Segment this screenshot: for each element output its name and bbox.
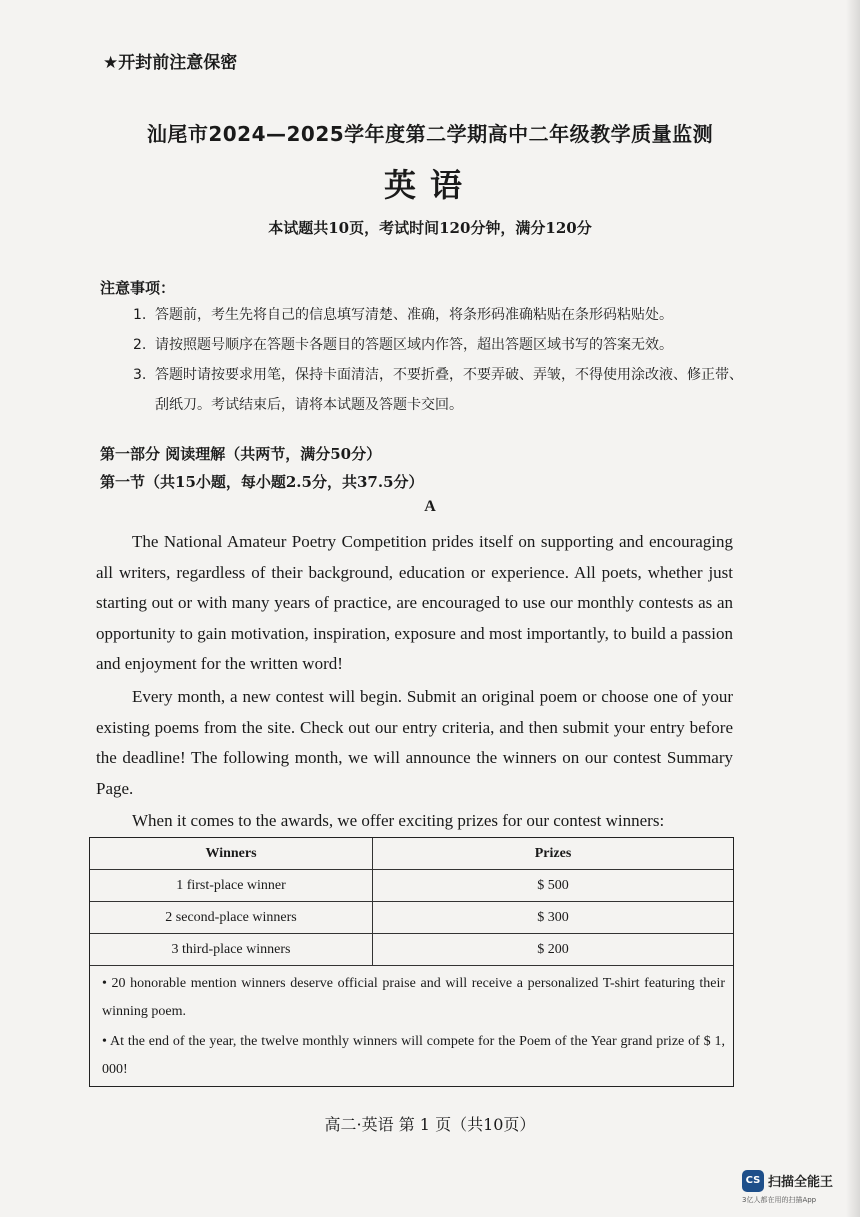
prize-cell: $ 500 — [537, 877, 569, 893]
notice-list — [133, 300, 743, 420]
table-header-row — [90, 838, 733, 870]
scanner-watermark — [742, 1164, 852, 1204]
prize-table — [89, 837, 734, 1087]
notice-title: 注意事项： — [100, 279, 176, 297]
prize-note: • 20 honorable mention winners deserve official praise and will receive a personalized T-shirt featuring their winning poem. — [102, 976, 725, 1019]
paragraph-text: When it comes to the awards, we offer exciting prizes for our contest winners: — [132, 811, 665, 830]
scanner-app-name: 扫描全能王 — [768, 1175, 834, 1190]
section-title: 第一节（共15小题，每小题2.5分，共37.5分） — [100, 473, 424, 491]
prize-cell: $ 300 — [537, 909, 569, 925]
passage-paragraph-2 — [96, 682, 733, 804]
notice-text: 答题前，考生先将自己的信息填写清楚、准确，将条形码准确粘贴在条形码粘贴处。 — [155, 307, 673, 323]
prize-cell: $ 200 — [537, 941, 569, 957]
page-footer: 高二·英语 第 1 页（共10页） — [324, 1115, 536, 1134]
paragraph-text: Every month, a new contest will begin. Submit an original poem or choose one of your existing poems from the site. Check out our entry criteria, and then submit your entry before the deadline! The following month, we will announce the winners on our contest Summary Page. — [96, 687, 733, 798]
scanner-slogan: 3亿人都在用的扫描App — [742, 1196, 817, 1204]
paragraph-text: The National Amateur Poetry Competition prides itself on supporting and encouraging all writers, regardless of their background, education or experience. All poets, whether just starting out or with many years of practice, are encouraged to use our monthly contests as an opportunity to gain motivation, inspiration, exposure and most importantly, to build a passion and enjoyment for the written word! — [96, 532, 733, 673]
passage-letter: A — [424, 498, 436, 515]
table-row — [90, 934, 733, 966]
winner-cell: 2 second-place winners — [90, 902, 373, 933]
prize-notes — [90, 966, 733, 1084]
notice-item — [133, 360, 743, 420]
notice-text: 请按照题号顺序在答题卡各题目的答题区域内作答，超出答题区域书写的答案无效。 — [155, 337, 673, 353]
notice-number: 3. — [133, 367, 147, 383]
winner-cell: 3 third-place winners — [90, 934, 373, 965]
notice-number: 1. — [133, 307, 147, 323]
passage-paragraph-1 — [96, 527, 733, 680]
subject-title: 英语 — [383, 166, 476, 204]
table-row — [90, 902, 733, 934]
notice-item — [133, 330, 743, 360]
confidential-label: ★开封前注意保密 — [103, 53, 238, 73]
notice-text: 答题时请按要求用笔，保持卡面清洁，不要折叠，不要弄破、弄皱，不得使用涂改液、修正带、刮纸刀。考试结束后，请将本试题及答题卡交回。 — [155, 367, 743, 413]
part-title: 第一部分 阅读理解（共两节，满分50分） — [100, 445, 382, 463]
exam-info: 本试题共10页，考试时间120分钟，满分120分 — [268, 219, 592, 237]
passage-paragraph-3 — [96, 806, 733, 837]
prize-note: • At the end of the year, the twelve monthly winners will compete for the Poem of the Year grand prize of $ 1, 000! — [102, 1034, 725, 1077]
exam-title: 汕尾市2024—2025学年度第二学期高中二年级教学质量监测 — [146, 122, 714, 146]
camscanner-logo-icon: CS — [742, 1170, 764, 1192]
winner-cell: 1 first-place winner — [90, 870, 373, 901]
header-prizes: Prizes — [534, 845, 572, 861]
notice-item — [133, 300, 743, 330]
table-row — [90, 870, 733, 902]
header-winners: Winners — [90, 838, 373, 869]
notice-number: 2. — [133, 337, 147, 353]
